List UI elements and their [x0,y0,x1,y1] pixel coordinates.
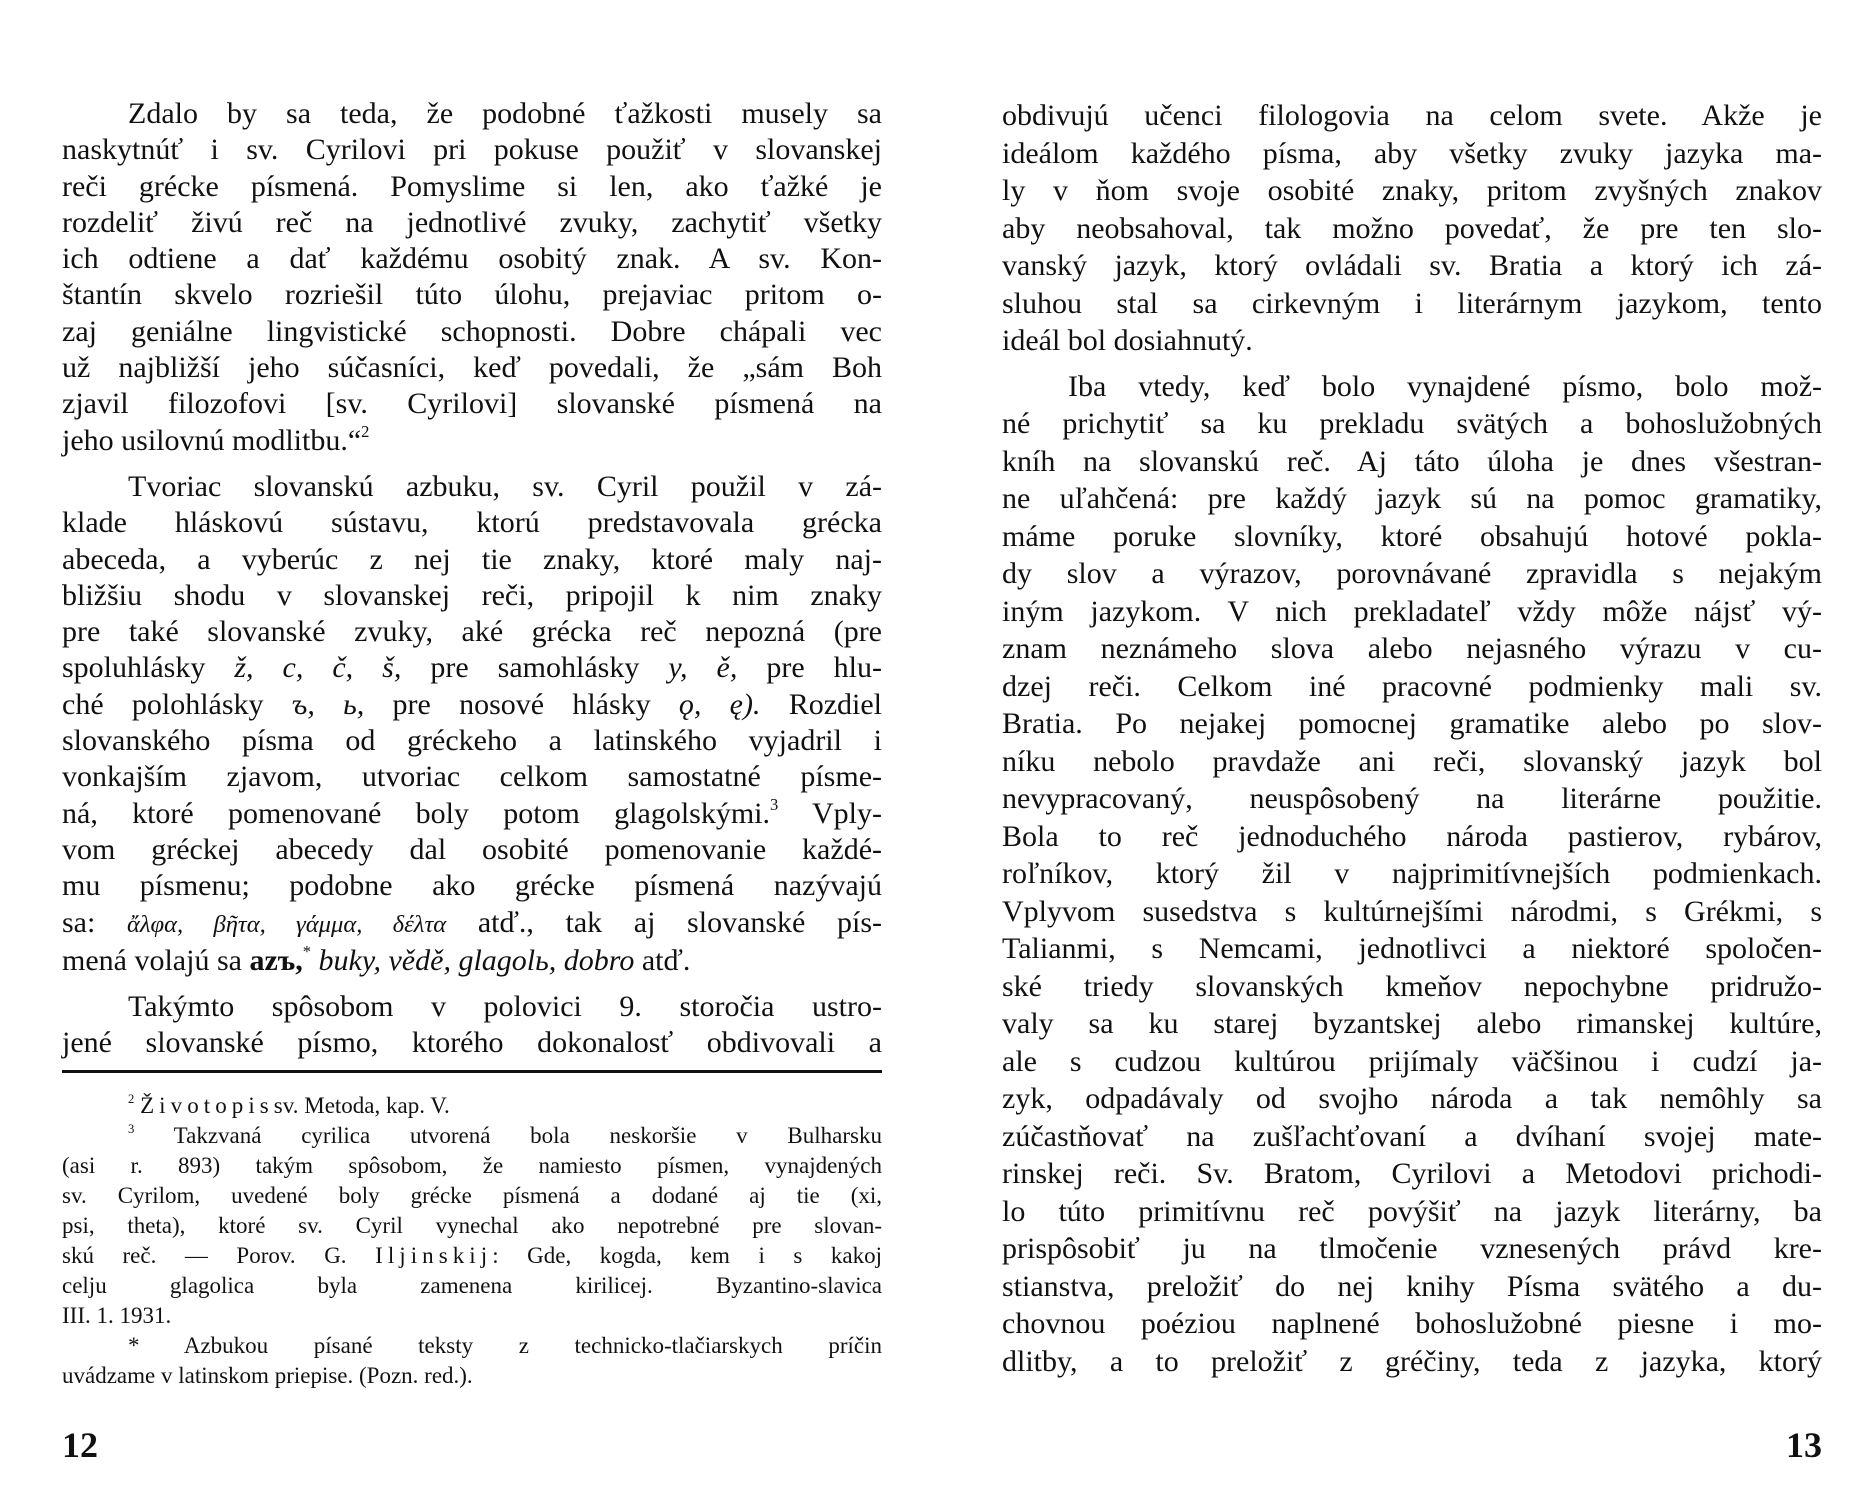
text-segment: skú reč. — Porov. G. [62,1243,376,1268]
emphasized-text: ǫ, ę). [678,687,761,721]
text-line: mu písmenu; podobne ako grécke písmená nazývajú [62,869,882,903]
text-line: psi, theta), ktoré sv. Cyril vynechal ako nepotrebné pre slovan- [62,1213,882,1238]
text-segment: jeho usilovnú modlitbu.“ [62,423,362,457]
left-page-body-text [62,96,882,1072]
text-segment: : Gde, kogda, kem i s kakoj [492,1243,882,1268]
text-line: prispôsobiť ju na tlmočenie vznesených právd kre- [1002,1232,1822,1265]
footnote-marker: 2 [361,421,370,441]
text-segment: Takzvaná cyrilica utvorená bola neskoršie v Bulharsku [134,1123,882,1148]
text-segment: ná, ktoré pomenované boly potom glagolskými. [62,796,771,830]
text-line: ly v ňom svoje osobité znaky, pritom zvyšných znakov [1002,174,1822,207]
page-number-left: 12 [62,1425,98,1465]
footnote [62,1091,882,1121]
text-line: III. 1. 1931. [62,1303,172,1328]
text-line: dzej reči. Celkom iné pracovné podmienky mali sv. [1002,669,1822,703]
emphasized-text: Životopis [140,1093,274,1118]
text-segment: sa: [62,905,127,939]
footnote [62,1331,882,1391]
text-line [62,650,882,686]
text-line: dlitby, a to preložiť z gréčiny, teda z jazyka, ktorý [1002,1344,1822,1378]
text-line: stianstva, preložiť do nej knihy Písma svätého a du- [1002,1269,1822,1303]
text-line: pre také slovanské zvuky, aké grécka reč nepozná (pre [62,615,882,649]
text-line: celju glagolica byla zamenena kirilicej. Byzantino-slavica [62,1273,882,1298]
paragraph [1002,97,1822,360]
text-line: štantín skvelo rozriešil túto úlohu, prejaviac pritom o- [62,278,882,312]
footnote-marker: * [302,941,312,961]
emphasized-text: y, ě, [668,651,738,685]
text-segment: pre samohlásky [401,651,669,685]
footnote [62,1121,882,1331]
text-line: Bratia. Po nejakej pomocnej gramatike alebo po slov- [1002,707,1822,740]
text-line: Vplyvom susedstva s kultúrnejšími národmi, s Grékmi, s [1002,894,1822,928]
text-line: abeceda, a vyberúc z nej tie znaky, ktoré maly naj- [62,542,882,576]
footnote-marker: 3 [770,794,779,814]
text-segment: pre hlu- [737,651,882,685]
footnote-divider [62,1070,882,1073]
text-line [62,1121,882,1151]
text-line [62,905,882,943]
text-line: aby neobsahoval, tak možno povedať, že pre ten slo- [1002,211,1822,245]
text-segment: atď. [634,943,691,977]
emphasized-text: ž, c, č, š, [234,651,402,685]
footnote-marker: 2 [128,1091,135,1106]
text-line: reči grécke písmená. Pomyslime si len, ako ťažké je [62,169,882,203]
text-line: znam neznámeho slova alebo nejasného výrazu v cu- [1002,632,1822,665]
text-line [62,943,882,979]
paragraph [62,96,882,459]
text-line: nevypracovaný, neuspôsobený na literárne použitie. [1002,782,1822,815]
text-line: Tvoriac slovanskú azbuku, sv. Cyril použil v zá- [128,469,882,503]
text-line: Bola to reč jednoduchého národa pastierov, rybárov, [1002,819,1822,853]
greek-text: ἄλφα, βῆτα, γάμμα, δέλτα [126,910,447,938]
text-segment: ché polohlásky [62,687,292,721]
text-line: vom gréckej abecedy dal osobité pomenovanie každé- [62,832,882,866]
text-line: Zdalo by sa teda, že podobné ťažkosti musely sa [128,97,882,130]
paragraph [1002,368,1822,1381]
text-line [62,1241,882,1271]
text-line: obdivujú učenci filologovia na celom svete. Akže je [1002,99,1822,132]
text-line: kníh na slovanskú reč. Aj táto úloha je dnes všestran- [1002,444,1822,478]
text-line: ské triedy slovanských kmeňov nepochybne pridružo- [1002,969,1822,1003]
text-line: naskytnúť i sv. Cyrilovi pri pokuse použiť v slovanskej [62,133,882,167]
text-line: slovanského písma od gréckeho a latinského vyjadril i [62,724,882,758]
text-line [62,1091,882,1121]
text-segment: mená volajú sa [62,943,250,977]
text-line: Takýmto spôsobom v polovici 9. storočia ustro- [128,990,882,1024]
text-line: * Azbukou písané teksty z technicko-tlačiarskych príčin [128,1333,882,1358]
text-line: vonkajším zjavom, utvoriac celkom samostatné písme- [62,760,882,794]
text-line: sv. Cyrilom, uvedené boly grécke písmená a dodané aj tie (xi, [62,1183,882,1208]
emphasized-text: azъ, [249,943,303,977]
text-line: vanský jazyk, ktorý ovládali sv. Bratia a ktorý ich zá- [1002,249,1822,282]
emphasized-text: Iljinskij [375,1243,493,1268]
text-line [62,796,882,832]
text-line: roľníkov, ktorý žil v najprimitívnejších podmienkach. [1002,857,1822,890]
paragraph [62,989,882,1062]
emphasized-text: buky, vědě, glagolь, dobro [318,943,635,977]
text-line: Talianmi, s Nemcami, jednotlivci a niektoré spoločen- [1002,932,1822,965]
text-line: uvádzame v latinskom priepise. (Pozn. red.). [62,1363,473,1388]
paragraph [62,469,882,979]
text-line: valy sa ku starej byzantskej alebo rimanskej kultúre, [1002,1007,1822,1040]
text-line: zúčastňovať na zušľachťovaní a dvíhaní svojej mate- [1002,1119,1822,1153]
text-line: zyk, odpadávaly od svojho národa a tak nemôhly sa [1002,1082,1822,1115]
text-segment [311,944,319,977]
text-line: rinskej reči. Sv. Bratom, Cyrilovi a Metodovi prichodi- [1002,1157,1822,1190]
text-line: rozdeliť živú reč na jednotlivé zvuky, zachytiť všetky [62,205,882,239]
left-page-footnotes [62,1091,882,1391]
text-line: už najbližší jeho súčasníci, keď povedali, že „sám Boh [62,351,882,385]
text-line: ideálom každého písma, aby všetky zvuky jazyka ma- [1002,136,1822,170]
text-line: chovnou poéziou naplnené bohoslužobné piesne i mo- [1002,1307,1822,1340]
footnote-marker: 3 [128,1121,135,1136]
text-line: Iba vtedy, keď bolo vynajdené písmo, bolo mož- [1068,369,1822,403]
text-line: ideál bol dosiahnutý. [1002,324,1253,357]
text-line: máme poruke slovníky, ktoré obsahujú hotové pokla- [1002,519,1822,553]
text-line: ne uľahčená: pre každý jazyk sú na pomoc gramatiky, [1002,482,1822,515]
text-line: iným jazykom. V nich prekladateľ vždy môže nájsť vý- [1002,594,1822,628]
text-line: (asi r. 893) takým spôsobom, že namiesto písmen, vynajdených [62,1153,882,1178]
text-line: ale s cudzou kultúrou prijímaly väčšinou i cudzí ja- [1002,1044,1822,1078]
text-line: zaj geniálne lingvistické schopnosti. Dobre chápali vec [62,314,882,348]
right-page-body-text [1002,97,1822,1388]
text-line: lo túto primitívnu reč povýšiť na jazyk literárny, ba [1002,1194,1822,1228]
text-segment: spoluhlásky [62,651,235,685]
text-line: níku nebolo pravdaže ani reči, slovanský jazyk bol [1002,744,1822,778]
text-line: jené slovanské písmo, ktorého dokonalosť obdivovali a [62,1026,882,1060]
page-number-right: 13 [1786,1425,1822,1465]
text-line: sluhou stal sa cirkevným i literárnym jazykom, tento [1002,286,1822,320]
text-segment: Vply- [778,796,883,830]
text-segment: Rozdiel [760,687,883,721]
text-line: né prichytiť sa ku prekladu svätých a bohoslužobných [1002,407,1822,440]
text-line [62,423,882,459]
text-segment: atď., tak aj slovanské pís- [446,905,882,939]
text-line: zjavil filozofovi [sv. Cyrilovi] slovanské písmená na [62,387,882,421]
emphasized-text: ъ, ь, [291,687,365,721]
text-line: ich odtiene a dať každému osobitý znak. A sv. Kon- [62,242,882,276]
text-segment: pre nosové hlásky [364,687,679,721]
text-line: bližšiu shodu v slovanskej reči, pripojil k nim znaky [62,578,882,612]
text-line: dy slov a výrazov, porovnávané zpravidla s nejakým [1002,557,1822,590]
text-segment: sv. Metoda, kap. V. [273,1093,450,1118]
text-line [62,687,882,723]
text-line: klade hláskovú sústavu, ktorú predstavovala grécka [62,506,882,540]
